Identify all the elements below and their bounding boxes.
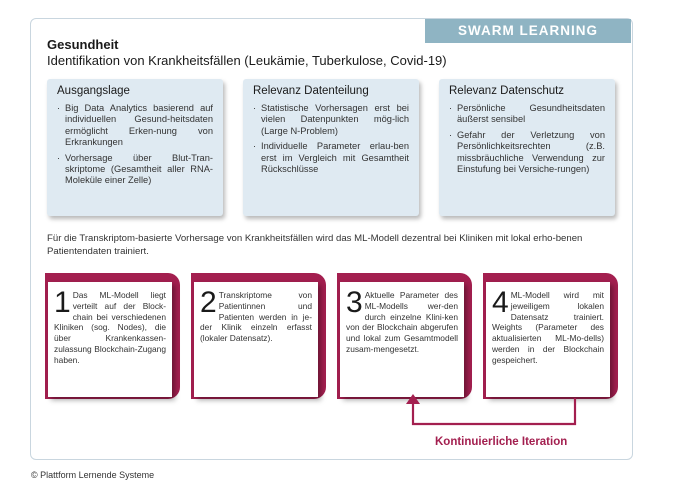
card-bullet: · Individuelle Parameter erlau-ben erst im Vergleich mit Gesamtheit Rückschlüsse (253, 141, 409, 175)
step-number: 1 (54, 286, 71, 319)
step-4-box (486, 282, 610, 397)
step-text: Das ML-Modell liegt verteilt auf der Block-chain bei verschiedenen Kliniken (sog. Nodes), die über Krankenkassen-zulassung Blockchain-Zugang haben. (54, 290, 166, 365)
card-bullet: · Vorhersage über Blut-Tran-skriptome (Gesamtheit aller RNA-Moleküle einer Zelle) (57, 153, 213, 187)
card-bullet: · Big Data Analytics basierend auf individuellen Gesund-heitsdaten ermöglicht Erken-nung von Erkrankungen (57, 103, 213, 149)
step-text: ML-Modell wird mit jeweiligem lokalen Datensatz trainiert. Weights (Parameter des aktualisierten ML-Mo-dells) werden in der Blockchain gespeichert. (492, 290, 604, 365)
card-bullet: · Persönliche Gesundheitsdaten äußerst sensibel (449, 103, 605, 126)
card-relevanz-datenteilung (243, 79, 419, 216)
copyright-note: © Plattform Lernende Systeme (31, 470, 155, 480)
step-text: Aktuelle Parameter des ML-Modells wer-den durch einzelne Klini-ken von der Blockchain abgerufen und lokal zum Gesamtmodell zusam-mengesetzt. (346, 290, 458, 354)
card-heading: Relevanz Datenteilung (253, 85, 369, 97)
step-1-box (48, 282, 172, 397)
iteration-label: Kontinuierliche Iteration (435, 436, 568, 448)
page-title: Gesundheit (47, 37, 119, 52)
card-heading: Ausgangslage (57, 85, 130, 97)
card-ausgangslage (47, 79, 223, 216)
step-text: Transkriptome von Patientinnen und Patienten werden in je-der Klinik einzeln erfasst (lokaler Datensatz). (200, 290, 312, 344)
step-number: 3 (346, 286, 363, 319)
card-heading: Relevanz Datenschutz (449, 85, 565, 97)
intro-text: Für die Transkriptom-basierte Vorhersage von Krankheitsfällen wird das ML-Modell dezentral bei Kliniken mit lokal erho-benen Patientendaten trainiert. (47, 233, 583, 257)
page-subtitle: Identifikation von Krankheitsfällen (Leukämie, Tuberkulose, Covid-19) (47, 53, 447, 68)
iteration-loop-arrow-icon (395, 392, 595, 432)
card-bullet: · Gefahr der Verletzung von Persönlichkeitsrechten (z.B. missbräuchliche Verwendung zur Einstufung bei Versiche-rungen) (449, 130, 605, 176)
step-3-box (340, 282, 464, 397)
card-bullet: · Statistische Vorhersagen erst bei vielen Datenpunkten mög-lich (Large N-Problem) (253, 103, 409, 137)
step-2-box (194, 282, 318, 397)
step-number: 4 (492, 286, 509, 319)
step-number: 2 (200, 286, 217, 319)
swarm-learning-badge: SWARM LEARNING (425, 19, 631, 43)
card-relevanz-datenschutz (439, 79, 615, 216)
